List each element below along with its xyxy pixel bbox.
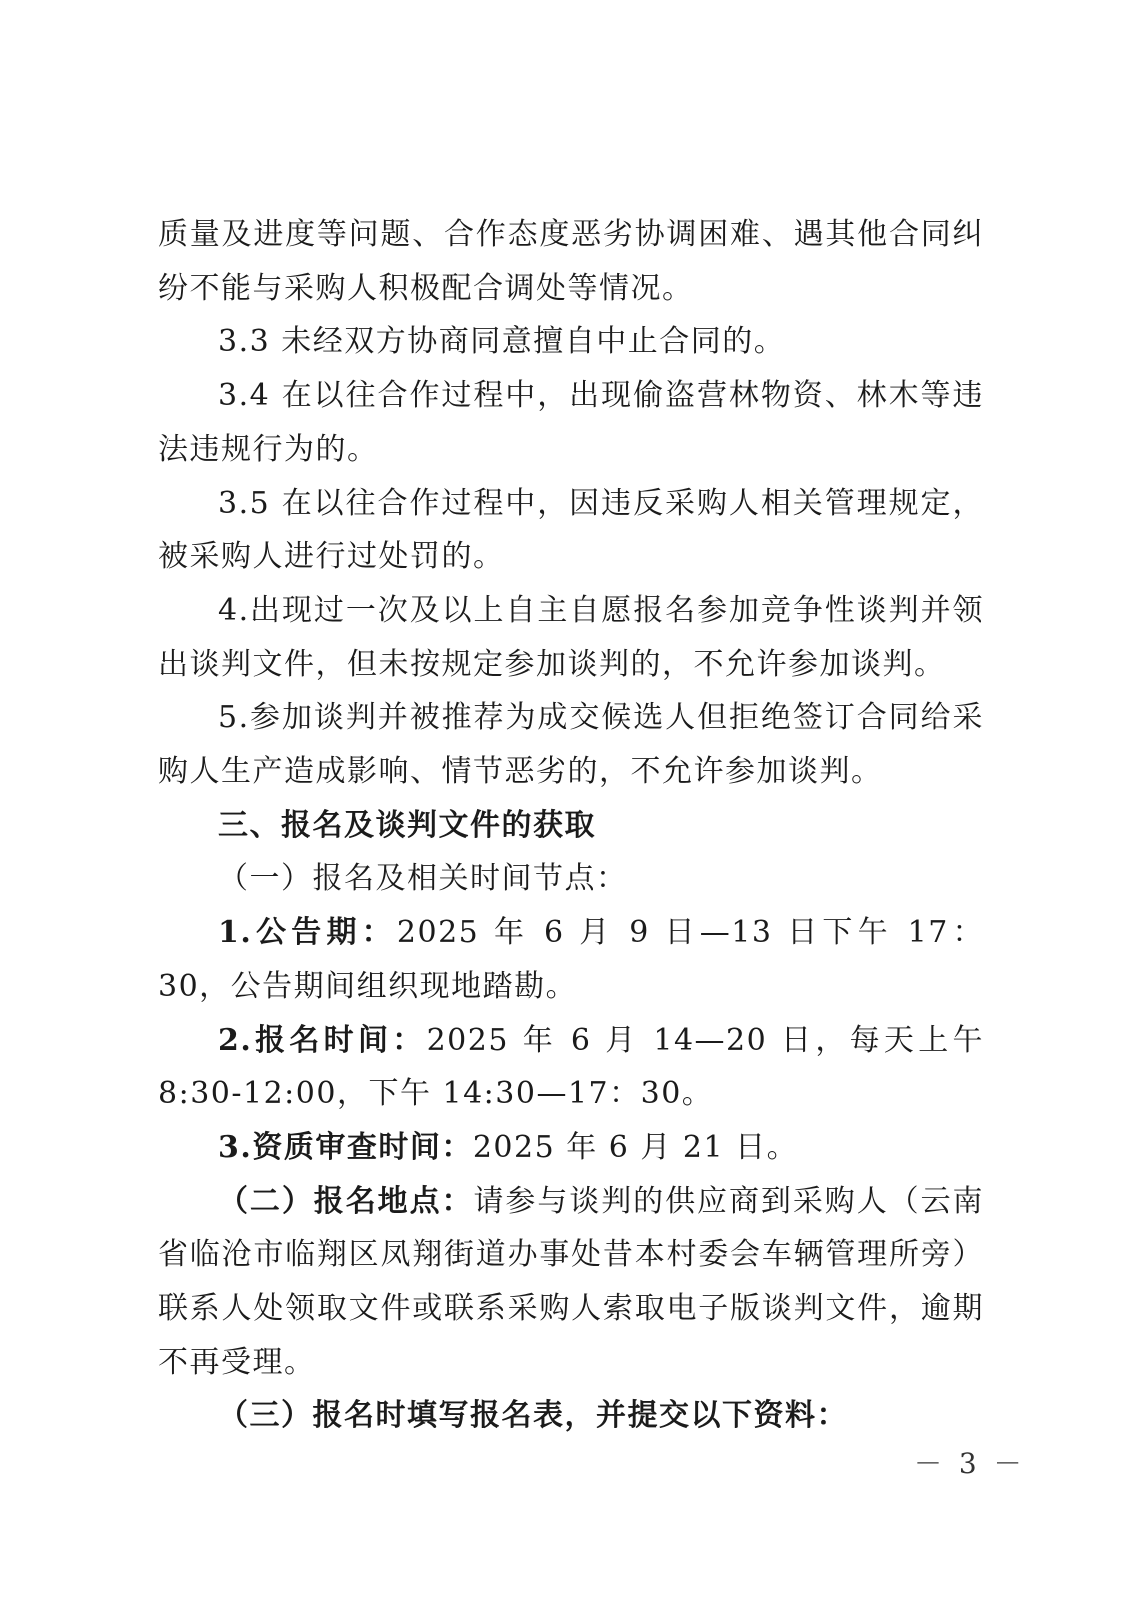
announcement-period-text: 2025 年 6 月 9 日—13 日下午 17：30，公告期间组织现地踏勘。 [158, 915, 984, 1004]
paragraph-continuation: 质量及进度等问题、合作态度恶劣协调困难、遇其他合同纠纷不能与采购人积极配合调处等情况。 [158, 217, 984, 306]
clause-5: 5.参加谈判并被推荐为成交候选人但拒绝签订合同给采购人生产造成影响、情节恶劣的，不允许参加谈判。 [158, 700, 984, 790]
registration-time-text: 2025 年 6 月 14—20 日，每天上午 8:30-12:00，下午 14:30—17：30。 [158, 1022, 984, 1112]
announcement-period-label: 1.公告期： [218, 915, 397, 951]
registration-location-label: （二）报名地点： [218, 1183, 474, 1219]
qualification-review-time [158, 1121, 984, 1175]
registration-time [158, 1014, 984, 1121]
section-3-heading: 三、报名及谈判文件的获取 [218, 807, 596, 843]
announcement-period [158, 906, 984, 1013]
qualification-review-text: 2025 年 6 月 21 日。 [472, 1129, 799, 1165]
page-number: － 3 － [914, 1447, 1026, 1480]
clause-3-3: 3.3 未经双方协商同意擅自中止合同的。 [218, 324, 786, 360]
subsection-1-heading: （一）报名及相关时间节点： [218, 861, 628, 897]
document-body [158, 208, 984, 1443]
clause-4: 4.出现过一次及以上自主自愿报名参加竞争性谈判并领出谈判文件，但未按规定参加谈判的，不允许参加谈判。 [158, 592, 984, 682]
clause-3-4: 3.4 在以往合作过程中，出现偷盗营林物资、林木等违法违规行为的。 [158, 378, 984, 467]
registration-location-text: 请参与谈判的供应商到采购人（云南省临沧市临翔区凤翔街道办事处昔本村委会车辆管理所旁）联系人处领取文件或联系采购人索取电子版谈判文件，逾期不再受理。 [158, 1183, 985, 1380]
clause-3-5: 3.5 在以往合作过程中，因违反采购人相关管理规定，被采购人进行过处罚的。 [158, 485, 984, 575]
qualification-review-label: 3.资质审查时间： [218, 1129, 473, 1165]
registration-location [158, 1175, 984, 1390]
registration-time-label: 2.报名时间： [218, 1022, 427, 1058]
subsection-3-heading: （三）报名时填写报名表，并提交以下资料： [218, 1398, 848, 1434]
